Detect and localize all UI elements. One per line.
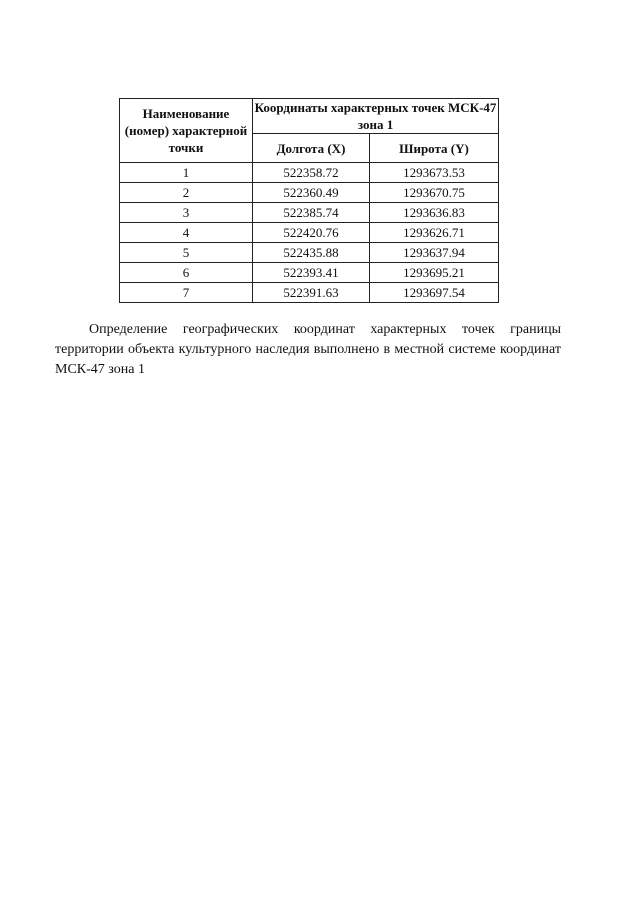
longitude-value: 522391.63	[253, 283, 370, 303]
point-number: 2	[120, 183, 253, 203]
latitude-value: 1293697.54	[370, 283, 499, 303]
table-row	[120, 263, 499, 283]
longitude-value: 522420.76	[253, 223, 370, 243]
longitude-value: 522360.49	[253, 183, 370, 203]
latitude-value: 1293637.94	[370, 243, 499, 263]
latitude-value: 1293626.71	[370, 223, 499, 243]
coordinate-system-note: Определение географических координат характерных точек границы территории объекта культурного наследия выполнено в местной системе координат МСК-47 зона 1	[55, 322, 561, 377]
point-number: 4	[120, 223, 253, 243]
longitude-value: 522435.88	[253, 243, 370, 263]
coordinates-table	[119, 98, 499, 303]
table-row	[120, 283, 499, 303]
latitude-header: Широта (Y)	[370, 134, 499, 163]
point-number: 6	[120, 263, 253, 283]
latitude-value: 1293636.83	[370, 203, 499, 223]
table-row	[120, 183, 499, 203]
longitude-header: Долгота (X)	[253, 134, 370, 163]
point-number: 3	[120, 203, 253, 223]
latitude-value: 1293673.53	[370, 163, 499, 183]
latitude-value: 1293670.75	[370, 183, 499, 203]
latitude-value: 1293695.21	[370, 263, 499, 283]
table-row	[120, 203, 499, 223]
table-row	[120, 223, 499, 243]
point-number: 5	[120, 243, 253, 263]
point-name-header: Наименование (номер) характерной точки	[120, 99, 253, 163]
longitude-value: 522393.41	[253, 263, 370, 283]
longitude-value: 522385.74	[253, 203, 370, 223]
coordinates-header: Координаты характерных точек МСК-47 зона 1	[253, 99, 499, 134]
table-row	[120, 163, 499, 183]
table-row	[120, 243, 499, 263]
point-number: 1	[120, 163, 253, 183]
longitude-value: 522358.72	[253, 163, 370, 183]
point-number: 7	[120, 283, 253, 303]
